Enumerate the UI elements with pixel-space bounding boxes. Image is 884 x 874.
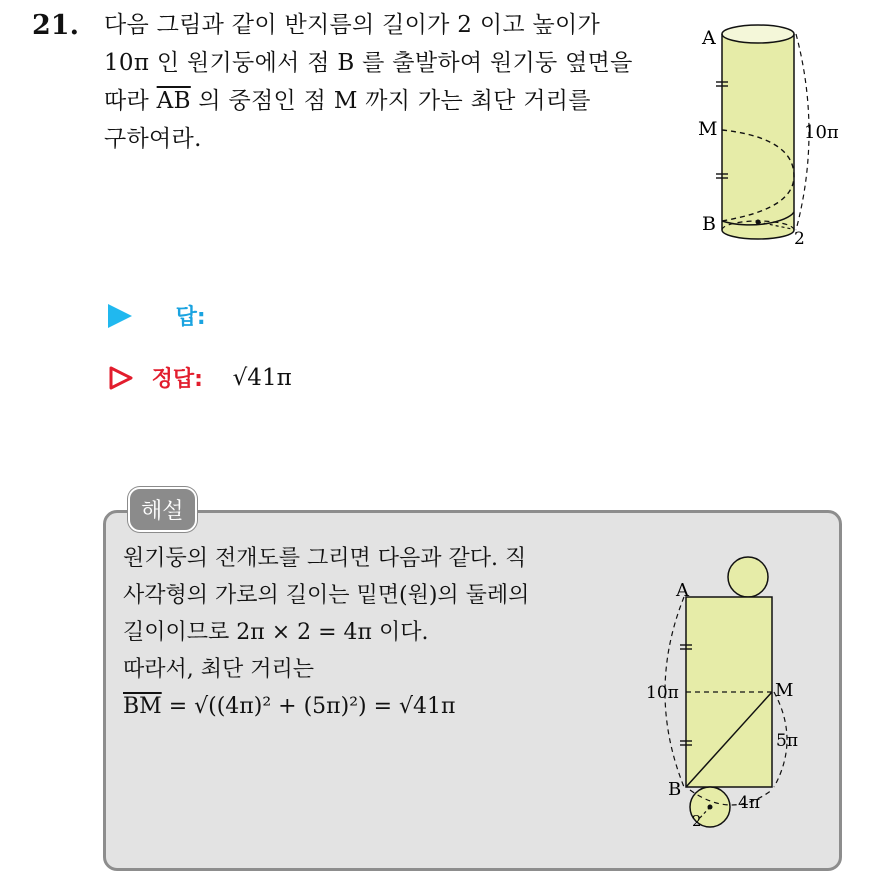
solution-text [123,540,623,725]
net-label-half: 5π [776,731,798,751]
net-label-b: B [668,779,682,800]
net-label-a: A [676,580,689,601]
segment-bm-overline: $\overline{BM}$ [123,694,162,719]
solution-formula [123,688,623,725]
net-label-radius: 2 [692,812,702,830]
net-top-circle [728,557,768,597]
question-line-3-start: 따라 [104,88,157,114]
solution-line-4: 따라서, 최단 거리는 [123,657,314,682]
net-label-m: M [775,680,794,701]
net-label-height: 10π [646,683,679,703]
solution-line-2: 사각형의 가로의 길이는 밑면(원)의 둘레의 [123,583,530,608]
formula-rhs: = √((4π)² + (5π)²) = √41π [161,694,456,719]
label-m: M [698,118,718,140]
question-text [104,6,674,158]
answer-row [108,300,206,331]
question-line-2: 10π 인 원기둥에서 점 B 를 출발하여 원기둥 옆면을 [104,50,633,76]
label-b: B [702,213,716,235]
label-height: 10π [804,122,839,143]
net-figure [640,550,820,850]
label-a: A [702,27,716,49]
question-line-3-rest: 의 중점인 점 M 까지 가는 최단 거리를 [190,88,591,114]
play-outline-icon [108,365,134,391]
question-line-3 [104,82,674,120]
cylinder-top [722,25,794,43]
play-icon [108,304,132,328]
net-label-width: 4π [738,793,760,813]
solution-tag: 해설 [128,487,197,532]
segment-ab-overline: $\overline{AB}$ [156,88,191,114]
solution-line-3: 길이이므로 2π × 2 = 4π 이다. [123,620,429,645]
cylinder-figure [690,16,850,256]
question-line-1: 다음 그림과 같이 반지름의 길이가 2 이고 높이가 [104,12,601,38]
solution-line-1: 원기둥의 전개도를 그리면 다음과 같다. 직 [123,546,527,571]
answer-label: 답: [175,305,206,330]
label-radius: 2 [794,229,805,249]
correct-answer-value: √41π [232,364,292,391]
correct-answer-label: 정답: [151,367,203,392]
correct-answer-row [108,362,292,393]
question-line-4: 구하여라. [104,126,202,152]
question-number: 21. [32,10,79,41]
